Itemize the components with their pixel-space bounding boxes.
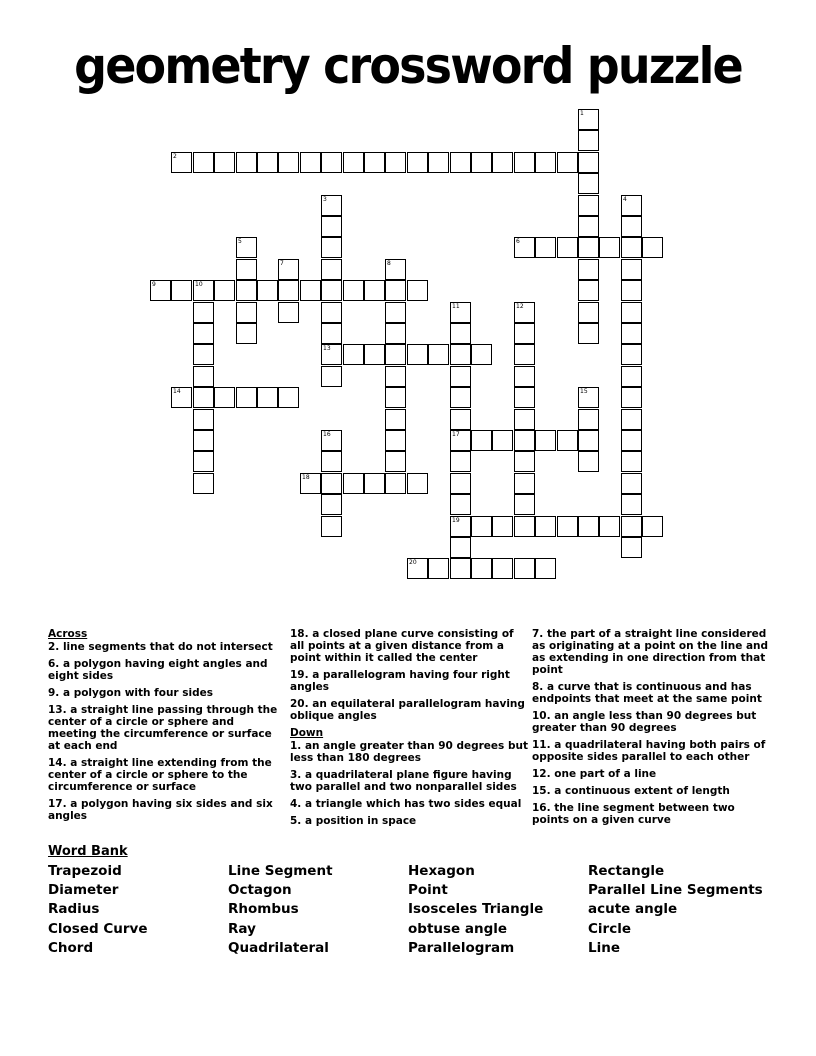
clue-item bbox=[48, 658, 286, 682]
grid-cell[interactable] bbox=[321, 280, 342, 301]
word-bank-item: Line Segment bbox=[228, 863, 333, 879]
grid-cell[interactable] bbox=[578, 109, 599, 130]
grid-cell[interactable] bbox=[621, 494, 642, 515]
grid-cell[interactable] bbox=[492, 430, 513, 451]
clue-item bbox=[532, 681, 770, 705]
grid-cell[interactable] bbox=[621, 473, 642, 494]
word-bank-column bbox=[408, 862, 586, 958]
grid-cell[interactable] bbox=[578, 302, 599, 323]
grid-cell[interactable] bbox=[578, 259, 599, 280]
grid-cell[interactable] bbox=[621, 409, 642, 430]
clue-number: 16 bbox=[323, 431, 331, 438]
grid-cell[interactable] bbox=[514, 152, 535, 173]
clue-item-number: 4. bbox=[290, 798, 302, 810]
word-bank-item: obtuse angle bbox=[408, 920, 508, 937]
clue-item bbox=[48, 687, 286, 699]
word-bank-item: Octagon bbox=[228, 882, 292, 899]
grid-cell[interactable] bbox=[621, 280, 642, 301]
grid-cell[interactable] bbox=[621, 237, 642, 258]
clue-number: 2 bbox=[173, 153, 177, 160]
clue-item-text: a parallelogram having four right angles bbox=[290, 669, 510, 693]
clue-item-text: the part of a straight line considered as originating at a point on the line and as extending in one direction from that point bbox=[532, 628, 769, 676]
grid-cell[interactable] bbox=[171, 152, 192, 173]
grid-cell[interactable] bbox=[578, 173, 599, 194]
grid-cell[interactable] bbox=[535, 558, 556, 579]
grid-cell[interactable] bbox=[278, 152, 299, 173]
clues-column-1 bbox=[48, 628, 286, 827]
grid-cell[interactable] bbox=[535, 430, 556, 451]
grid-cell[interactable] bbox=[599, 237, 620, 258]
grid-cell[interactable] bbox=[621, 537, 642, 558]
clue-item bbox=[532, 768, 770, 780]
grid-cell[interactable] bbox=[450, 494, 471, 515]
clue-number: 4 bbox=[623, 196, 627, 203]
grid-cell[interactable] bbox=[492, 516, 513, 537]
grid-cell[interactable] bbox=[514, 366, 535, 387]
grid-cell[interactable] bbox=[428, 558, 449, 579]
grid-cell[interactable] bbox=[321, 366, 342, 387]
grid-cell[interactable] bbox=[642, 516, 663, 537]
grid-cell[interactable] bbox=[257, 387, 278, 408]
grid-cell[interactable] bbox=[236, 323, 257, 344]
grid-cell[interactable] bbox=[236, 280, 257, 301]
grid-cell[interactable] bbox=[236, 152, 257, 173]
clue-item bbox=[532, 785, 770, 797]
grid-cell[interactable] bbox=[257, 152, 278, 173]
grid-cell[interactable] bbox=[193, 473, 214, 494]
clue-item-number: 2. bbox=[48, 641, 60, 653]
clue-number: 9 bbox=[152, 281, 156, 288]
grid-cell[interactable] bbox=[321, 152, 342, 173]
grid-cell[interactable] bbox=[450, 537, 471, 558]
grid-cell[interactable] bbox=[407, 280, 428, 301]
clue-item-number: 8. bbox=[532, 681, 544, 693]
clue-item-number: 17. bbox=[48, 798, 67, 810]
clue-item-number: 18. bbox=[290, 628, 309, 640]
grid-cell[interactable] bbox=[385, 409, 406, 430]
word-bank-item: Rhombus bbox=[228, 901, 299, 918]
clue-item-number: 14. bbox=[48, 757, 67, 769]
grid-cell[interactable] bbox=[321, 259, 342, 280]
clue-item bbox=[532, 710, 770, 734]
word-bank-item: Isosceles Triangle bbox=[408, 901, 544, 918]
grid-cell[interactable] bbox=[450, 366, 471, 387]
down-heading: Down bbox=[290, 727, 324, 739]
word-bank-item: Circle bbox=[588, 920, 631, 937]
clue-item-number: 15. bbox=[532, 785, 551, 797]
grid-cell[interactable] bbox=[578, 216, 599, 237]
clues-column-2 bbox=[290, 628, 528, 832]
clue-item-number: 20. bbox=[290, 698, 309, 710]
grid-cell[interactable] bbox=[450, 473, 471, 494]
grid-cell[interactable] bbox=[385, 344, 406, 365]
clue-item-number: 10. bbox=[532, 710, 551, 722]
grid-cell[interactable] bbox=[343, 280, 364, 301]
clue-item bbox=[48, 641, 286, 653]
clue-item-text: an angle less than 90 degrees but greater than 90 degrees bbox=[532, 710, 757, 734]
grid-cell[interactable] bbox=[578, 280, 599, 301]
clue-item-text: an equilateral parallelogram having oblique angles bbox=[290, 698, 525, 722]
clue-number: 8 bbox=[387, 260, 391, 267]
grid-cell[interactable] bbox=[514, 387, 535, 408]
clue-number: 19 bbox=[452, 517, 460, 524]
grid-cell[interactable] bbox=[535, 152, 556, 173]
clue-item bbox=[290, 815, 528, 827]
clue-item bbox=[48, 704, 286, 752]
clue-item bbox=[532, 802, 770, 826]
clue-number: 12 bbox=[516, 303, 524, 310]
grid-cell[interactable] bbox=[321, 451, 342, 472]
grid-cell[interactable] bbox=[407, 152, 428, 173]
grid-cell[interactable] bbox=[471, 152, 492, 173]
grid-cell[interactable] bbox=[514, 409, 535, 430]
grid-cell[interactable] bbox=[578, 152, 599, 173]
grid-cell[interactable] bbox=[321, 237, 342, 258]
grid-cell[interactable] bbox=[450, 516, 471, 537]
grid-cell[interactable] bbox=[171, 387, 192, 408]
grid-cell[interactable] bbox=[450, 558, 471, 579]
clue-item-number: 6. bbox=[48, 658, 60, 670]
grid-cell[interactable] bbox=[385, 473, 406, 494]
clue-item bbox=[290, 669, 528, 693]
clue-number: 20 bbox=[409, 559, 417, 566]
grid-cell[interactable] bbox=[514, 344, 535, 365]
grid-cell[interactable] bbox=[407, 344, 428, 365]
grid-cell[interactable] bbox=[578, 451, 599, 472]
grid-cell[interactable] bbox=[385, 430, 406, 451]
grid-cell[interactable] bbox=[557, 516, 578, 537]
grid-cell[interactable] bbox=[450, 387, 471, 408]
clue-item-text: a polygon having eight angles and eight sides bbox=[48, 658, 268, 682]
grid-cell[interactable] bbox=[257, 280, 278, 301]
grid-cell[interactable] bbox=[321, 216, 342, 237]
grid-cell[interactable] bbox=[364, 344, 385, 365]
clue-item bbox=[532, 628, 770, 676]
grid-cell[interactable] bbox=[514, 323, 535, 344]
grid-cell[interactable] bbox=[514, 430, 535, 451]
clue-number: 10 bbox=[195, 281, 203, 288]
grid-cell[interactable] bbox=[300, 473, 321, 494]
across-clue-list bbox=[48, 641, 286, 822]
word-bank-item: Radius bbox=[48, 901, 100, 918]
word-bank-item: Ray bbox=[228, 920, 256, 937]
clue-item-number: 12. bbox=[532, 768, 551, 780]
grid-cell[interactable] bbox=[364, 473, 385, 494]
clue-item-text: a quadrilateral plane figure having two parallel and two nonparallel sides bbox=[290, 769, 517, 793]
grid-cell[interactable] bbox=[300, 280, 321, 301]
clue-item-number: 3. bbox=[290, 769, 302, 781]
down-clue-list bbox=[290, 740, 528, 827]
grid-cell[interactable] bbox=[450, 409, 471, 430]
clue-item-number: 13. bbox=[48, 704, 67, 716]
grid-cell[interactable] bbox=[621, 344, 642, 365]
grid-cell[interactable] bbox=[193, 409, 214, 430]
clue-item bbox=[532, 739, 770, 763]
grid-cell[interactable] bbox=[557, 430, 578, 451]
grid-cell[interactable] bbox=[621, 366, 642, 387]
grid-cell[interactable] bbox=[599, 516, 620, 537]
grid-cell[interactable] bbox=[557, 152, 578, 173]
grid-cell[interactable] bbox=[385, 280, 406, 301]
clue-item-number: 16. bbox=[532, 802, 551, 814]
clue-item bbox=[290, 769, 528, 793]
grid-cell[interactable] bbox=[450, 323, 471, 344]
grid-cell[interactable] bbox=[621, 387, 642, 408]
grid-cell[interactable] bbox=[321, 323, 342, 344]
grid-cell[interactable] bbox=[321, 344, 342, 365]
grid-cell[interactable] bbox=[236, 387, 257, 408]
grid-cell[interactable] bbox=[193, 323, 214, 344]
grid-cell[interactable] bbox=[385, 366, 406, 387]
clue-number: 11 bbox=[452, 303, 460, 310]
grid-cell[interactable] bbox=[321, 494, 342, 515]
grid-cell[interactable] bbox=[300, 152, 321, 173]
grid-cell[interactable] bbox=[578, 387, 599, 408]
grid-cell[interactable] bbox=[514, 302, 535, 323]
grid-cell[interactable] bbox=[364, 280, 385, 301]
grid-cell[interactable] bbox=[535, 237, 556, 258]
grid-cell[interactable] bbox=[214, 387, 235, 408]
grid-cell[interactable] bbox=[557, 237, 578, 258]
clue-item-number: 19. bbox=[290, 669, 309, 681]
grid-cell[interactable] bbox=[578, 130, 599, 151]
clue-item-text: a straight line extending from the center of a circle or sphere to the circumference or surface bbox=[48, 757, 272, 793]
clue-item bbox=[48, 757, 286, 793]
grid-cell[interactable] bbox=[514, 494, 535, 515]
grid-cell[interactable] bbox=[578, 430, 599, 451]
grid-cell[interactable] bbox=[321, 473, 342, 494]
grid-cell[interactable] bbox=[621, 216, 642, 237]
clue-item-number: 1. bbox=[290, 740, 302, 752]
grid-cell[interactable] bbox=[621, 451, 642, 472]
grid-cell[interactable] bbox=[578, 409, 599, 430]
clue-item bbox=[48, 798, 286, 822]
clue-number: 1 bbox=[580, 110, 584, 117]
clue-number: 7 bbox=[280, 260, 284, 267]
grid-cell[interactable] bbox=[193, 302, 214, 323]
clue-number: 13 bbox=[323, 345, 331, 352]
grid-cell[interactable] bbox=[514, 516, 535, 537]
grid-cell[interactable] bbox=[621, 430, 642, 451]
grid-cell[interactable] bbox=[171, 280, 192, 301]
clue-item-number: 7. bbox=[532, 628, 544, 640]
grid-cell[interactable] bbox=[236, 302, 257, 323]
word-bank-item: Rectangle bbox=[588, 863, 665, 879]
grid-cell[interactable] bbox=[236, 259, 257, 280]
grid-cell[interactable] bbox=[621, 323, 642, 344]
grid-cell[interactable] bbox=[621, 302, 642, 323]
clue-number: 15 bbox=[580, 388, 588, 395]
clue-item bbox=[290, 798, 528, 810]
grid-cell[interactable] bbox=[193, 280, 214, 301]
clue-item bbox=[290, 628, 528, 664]
grid-cell[interactable] bbox=[514, 451, 535, 472]
clue-number: 3 bbox=[323, 196, 327, 203]
clue-item-text: a polygon having six sides and six angles bbox=[48, 798, 273, 822]
clue-item-number: 5. bbox=[290, 815, 302, 827]
clue-item-text: a straight line passing through the center of a circle or sphere and meeting the circumference or surface at each end bbox=[48, 704, 278, 752]
grid-cell[interactable] bbox=[492, 558, 513, 579]
grid-cell[interactable] bbox=[535, 516, 556, 537]
clue-item-text: a triangle which has two sides equal bbox=[301, 798, 522, 810]
clue-number: 14 bbox=[173, 388, 181, 395]
clue-item-text: the line segment between two points on a given curve bbox=[532, 802, 735, 826]
clue-item-text: a quadrilateral having both pairs of opposite sides parallel to each other bbox=[532, 739, 766, 763]
grid-cell[interactable] bbox=[450, 451, 471, 472]
grid-cell[interactable] bbox=[514, 473, 535, 494]
grid-cell[interactable] bbox=[193, 430, 214, 451]
grid-cell[interactable] bbox=[385, 323, 406, 344]
clue-item-text: a position in space bbox=[301, 815, 417, 827]
grid-cell[interactable] bbox=[321, 302, 342, 323]
word-bank-item: Point bbox=[408, 882, 448, 899]
clue-number: 6 bbox=[516, 238, 520, 245]
clue-item-text: a polygon with four sides bbox=[59, 687, 214, 699]
grid-cell[interactable] bbox=[321, 430, 342, 451]
page-title: geometry crossword puzzle bbox=[74, 37, 742, 95]
word-bank-column bbox=[48, 862, 226, 958]
grid-cell[interactable] bbox=[236, 237, 257, 258]
across-heading: Across bbox=[48, 628, 88, 640]
grid-cell[interactable] bbox=[193, 344, 214, 365]
grid-cell[interactable] bbox=[578, 323, 599, 344]
word-bank-item: Chord bbox=[48, 939, 94, 956]
grid-cell[interactable] bbox=[578, 237, 599, 258]
clue-item-text: a closed plane curve consisting of all points at a given distance from a point within it called the center bbox=[290, 628, 514, 664]
clue-item bbox=[290, 740, 528, 764]
grid-cell[interactable] bbox=[578, 195, 599, 216]
word-bank-item: Line bbox=[588, 939, 620, 956]
grid-cell[interactable] bbox=[385, 451, 406, 472]
grid-cell[interactable] bbox=[471, 344, 492, 365]
word-bank-title: Word Bank bbox=[48, 844, 128, 859]
grid-cell[interactable] bbox=[385, 387, 406, 408]
clue-item-number: 9. bbox=[48, 687, 60, 699]
clues-column-3 bbox=[532, 628, 770, 831]
grid-cell[interactable] bbox=[321, 195, 342, 216]
clue-number: 17 bbox=[452, 431, 460, 438]
grid-cell[interactable] bbox=[343, 344, 364, 365]
grid-cell[interactable] bbox=[385, 259, 406, 280]
word-bank-item: Diameter bbox=[48, 882, 119, 899]
grid-cell[interactable] bbox=[514, 558, 535, 579]
grid-cell[interactable] bbox=[385, 152, 406, 173]
grid-cell[interactable] bbox=[278, 280, 299, 301]
grid-cell[interactable] bbox=[278, 259, 299, 280]
grid-cell[interactable] bbox=[407, 473, 428, 494]
grid-cell[interactable] bbox=[385, 302, 406, 323]
across-clue-list-cont bbox=[290, 628, 528, 722]
grid-cell[interactable] bbox=[450, 152, 471, 173]
clue-item-text: an angle greater than 90 degrees but less than 180 degrees bbox=[290, 740, 528, 764]
word-bank-item: Closed Curve bbox=[48, 920, 148, 937]
grid-cell[interactable] bbox=[621, 516, 642, 537]
grid-cell[interactable] bbox=[450, 302, 471, 323]
grid-cell[interactable] bbox=[193, 152, 214, 173]
clue-item-text: line segments that do not intersect bbox=[59, 641, 273, 653]
word-bank-item: Parallelogram bbox=[408, 939, 515, 956]
word-bank-item: Hexagon bbox=[408, 863, 475, 879]
word-bank-item: Quadrilateral bbox=[228, 939, 329, 956]
clue-item-text: a continuous extent of length bbox=[550, 785, 730, 797]
grid-cell[interactable] bbox=[278, 387, 299, 408]
grid-cell[interactable] bbox=[450, 430, 471, 451]
grid-cell[interactable] bbox=[193, 451, 214, 472]
word-bank-item: Parallel Line Segments bbox=[588, 882, 763, 899]
grid-cell[interactable] bbox=[321, 516, 342, 537]
grid-cell[interactable] bbox=[407, 558, 428, 579]
grid-cell[interactable] bbox=[621, 259, 642, 280]
grid-cell[interactable] bbox=[492, 152, 513, 173]
grid-cell[interactable] bbox=[428, 152, 449, 173]
grid-cell[interactable] bbox=[214, 152, 235, 173]
word-bank-column bbox=[588, 862, 766, 958]
down-clue-list-cont bbox=[532, 628, 770, 826]
grid-cell[interactable] bbox=[471, 558, 492, 579]
clue-item-text: a curve that is continuous and has endpoints that meet at the same point bbox=[532, 681, 762, 705]
grid-cell[interactable] bbox=[450, 344, 471, 365]
clue-number: 5 bbox=[238, 238, 242, 245]
word-bank-column bbox=[228, 862, 406, 958]
grid-cell[interactable] bbox=[343, 152, 364, 173]
grid-cell[interactable] bbox=[364, 152, 385, 173]
clue-number: 18 bbox=[302, 474, 310, 481]
clue-item bbox=[290, 698, 528, 722]
word-bank-item: acute angle bbox=[588, 901, 678, 918]
grid-cell[interactable] bbox=[514, 237, 535, 258]
clue-item-number: 11. bbox=[532, 739, 551, 751]
grid-cell[interactable] bbox=[578, 516, 599, 537]
grid-cell[interactable] bbox=[621, 195, 642, 216]
grid-cell[interactable] bbox=[471, 430, 492, 451]
grid-cell[interactable] bbox=[471, 516, 492, 537]
grid-cell[interactable] bbox=[428, 344, 449, 365]
grid-cell[interactable] bbox=[193, 366, 214, 387]
grid-cell[interactable] bbox=[343, 473, 364, 494]
grid-cell[interactable] bbox=[642, 237, 663, 258]
clue-item-text: one part of a line bbox=[550, 768, 657, 780]
grid-cell[interactable] bbox=[193, 387, 214, 408]
grid-cell[interactable] bbox=[278, 302, 299, 323]
grid-cell[interactable] bbox=[214, 280, 235, 301]
word-bank-item: Trapezoid bbox=[48, 863, 122, 879]
grid-cell[interactable] bbox=[150, 280, 171, 301]
